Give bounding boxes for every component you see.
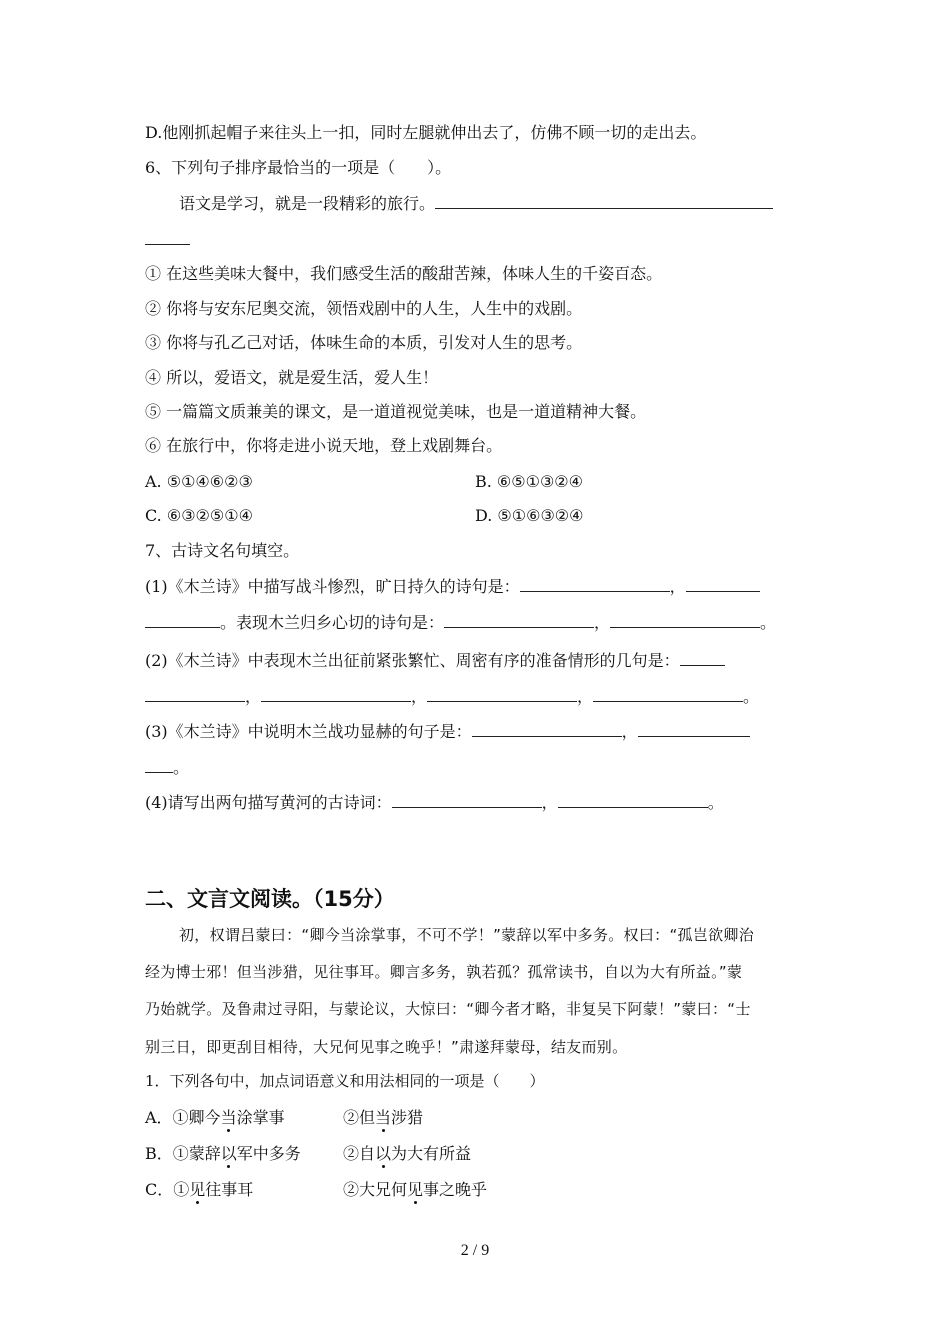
q7-part2-line2: ， ， ， 。 bbox=[145, 686, 759, 707]
section2-q1-stem: 1．下列各句中，加点词语意义和用法相同的一项是（ ） bbox=[145, 1072, 545, 1090]
q7-stem: 7、古诗文名句填空。 bbox=[145, 541, 300, 560]
q7-part3-line1: (3)《木兰诗》中说明木兰战功显赫的句子是： ， bbox=[145, 721, 750, 742]
q6-sentence-3: ③ 你将与孔乙己对话，体味生命的本质，引发对人生的思考。 bbox=[145, 333, 583, 352]
section2-q1-option-a2: ②但当涉猎 bbox=[343, 1108, 424, 1127]
q6-sentence-4: ④ 所以，爱语文，就是爱生活，爱人生！ bbox=[145, 368, 439, 387]
q7-part2-line1: (2)《木兰诗》中表现木兰出征前紧张繁忙、周密有序的准备情形的几句是： bbox=[145, 650, 725, 671]
q6-option-c: C. ⑥③②⑤①④ bbox=[145, 506, 253, 525]
q6-stem: 6、下列句子排序最恰当的一项是（ ）。 bbox=[145, 158, 452, 177]
q6-intro-blank-cont bbox=[145, 229, 190, 250]
q6-sentence-6: ⑥ 在旅行中，你将走进小说天地，登上戏剧舞台。 bbox=[145, 436, 503, 455]
section2-q1-option-c2: ②大兄何见事之晚乎 bbox=[343, 1180, 488, 1199]
q5-option-d: D.他刚抓起帽子来往头上一扣，同时左腿就伸出去了，仿佛不顾一切的走出去。 bbox=[145, 123, 707, 142]
q6-intro: 语文是学习，就是一段精彩的旅行。 bbox=[179, 193, 773, 214]
classical-text-line-4: 别三日，即更刮目相待，大兄何见事之晚乎！”肃遂拜蒙母，结友而别。 bbox=[145, 1038, 628, 1056]
classical-text-line-3: 乃始就学。及鲁肃过寻阳，与蒙论议，大惊曰：“卿今者才略，非复吴下阿蒙！”蒙曰：“士 bbox=[145, 1000, 751, 1018]
q6-option-a: A. ⑤①④⑥②③ bbox=[145, 472, 253, 491]
q6-sentence-1: ① 在这些美味大餐中，我们感受生活的酸甜苦辣，体味人生的千姿百态。 bbox=[145, 264, 663, 283]
page-number: 2 / 9 bbox=[460, 1242, 490, 1259]
section2-q1-option-c: C．①见往事耳 bbox=[145, 1180, 254, 1199]
section2-q1-option-b2: ②自以为大有所益 bbox=[343, 1144, 472, 1163]
section-2-title: 二、文言文阅读。（15分） bbox=[145, 887, 395, 911]
q6-sentence-5: ⑤ 一篇篇文质兼美的课文，是一道道视觉美味，也是一道道精神大餐。 bbox=[145, 402, 647, 421]
classical-text-line-2: 经为博士邪！但当涉猎，见往事耳。卿言多务，孰若孤？孤常读书，自以为大有所益。”蒙 bbox=[145, 963, 743, 981]
q7-part4: (4)请写出两句描写黄河的古诗词： ， 。 bbox=[145, 793, 724, 812]
q6-sentence-2: ② 你将与安东尼奥交流，领悟戏剧中的人生，人生中的戏剧。 bbox=[145, 299, 583, 318]
q6-option-b: B. ⑥⑤①③②④ bbox=[475, 472, 583, 491]
section2-q1-option-a: A．①卿今当涂掌事 bbox=[145, 1108, 285, 1127]
q6-option-d: D. ⑤①⑥③②④ bbox=[475, 506, 584, 525]
section2-q1-option-b: B．①蒙辞以军中多务 bbox=[145, 1144, 301, 1163]
q7-part1-line1: (1)《木兰诗》中描写战斗惨烈，旷日持久的诗句是： ， bbox=[145, 576, 760, 597]
q7-part1-line2: 。表现木兰归乡心切的诗句是： ， 。 bbox=[145, 612, 776, 633]
classical-text-line-1: 初，权谓吕蒙曰：“卿今当涂掌事，不可不学！”蒙辞以军中多务。权曰：“孤岂欲卿治 bbox=[179, 926, 755, 944]
q7-part3-line2: 。 bbox=[145, 757, 189, 778]
